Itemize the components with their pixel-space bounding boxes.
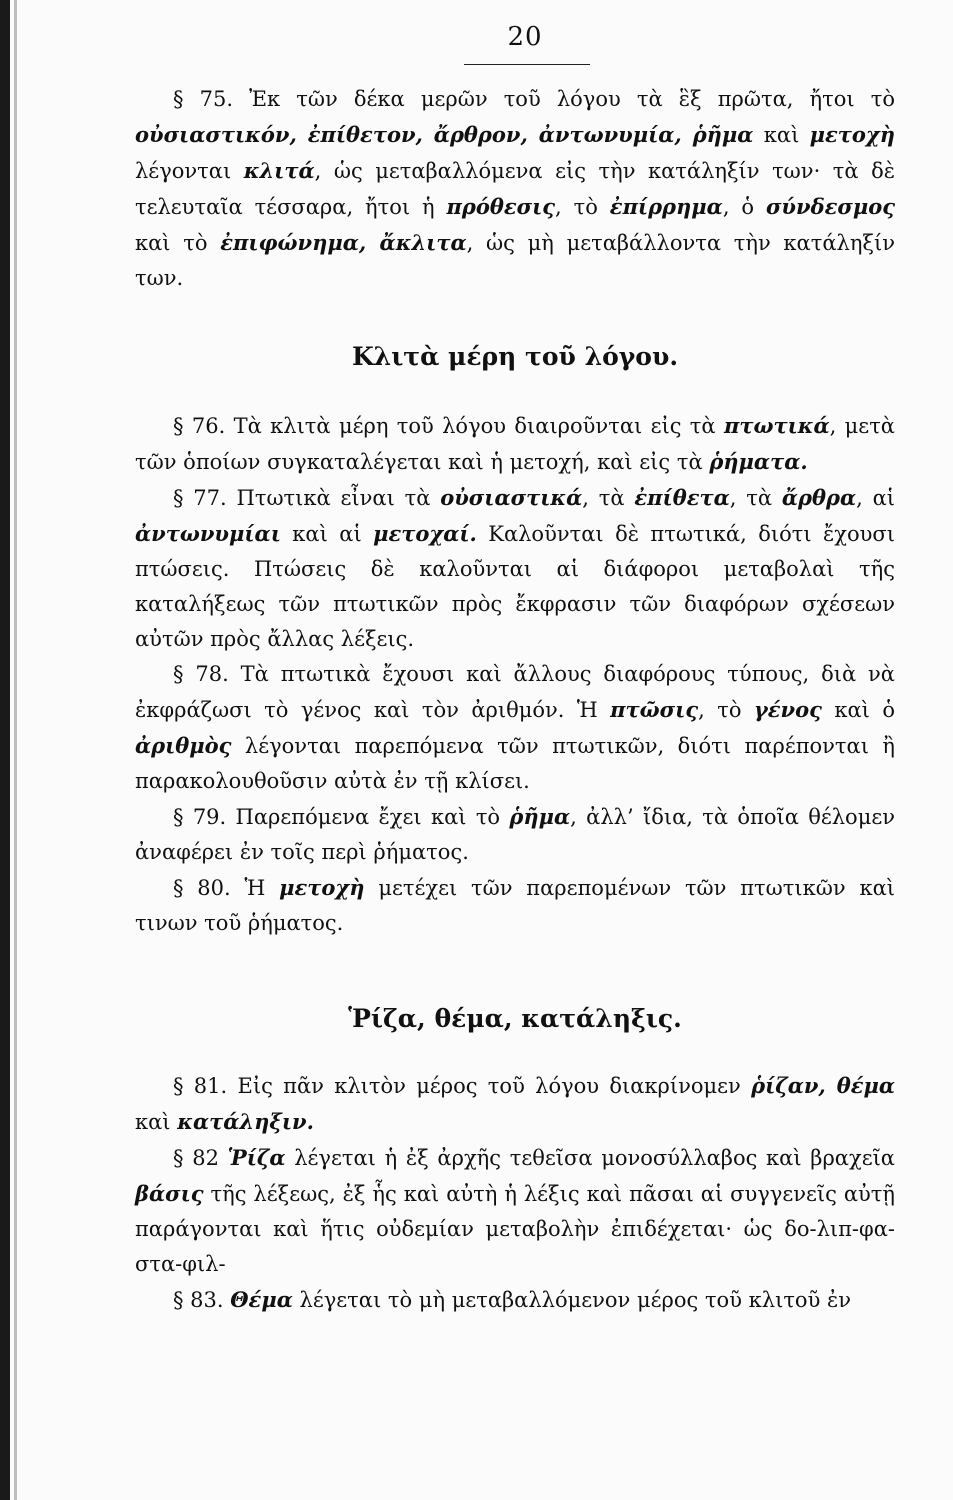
text-run: λέγεται τὸ μὴ μεταβαλλόμενον μέρος τοῦ κλιτοῦ ἐν: [292, 1288, 852, 1312]
text-run: λέγονται: [135, 159, 244, 183]
paragraph: [135, 1140, 895, 1282]
emphasized-term: ἀριθμὸς: [135, 733, 232, 758]
text-run: , τὸ: [555, 195, 610, 219]
emphasized-term: ἐπιφώνημα, ἄκλιτα: [220, 230, 467, 255]
emphasized-term: πτῶσις: [610, 697, 699, 722]
emphasized-term: μετοχαί.: [373, 521, 477, 546]
section-number: § 76.: [173, 414, 226, 438]
page-edge-shadow: [0, 0, 10, 1500]
emphasized-term: ἀντωνυμίαι: [135, 521, 281, 546]
page-edge-line: [14, 0, 17, 1500]
paragraph: [135, 408, 895, 480]
emphasized-term: οὐσιαστικά: [440, 485, 583, 510]
paragraph: [135, 1282, 895, 1318]
text-run: , αἱ: [856, 486, 896, 510]
section-number: § 78.: [173, 662, 229, 686]
text-run: [219, 1146, 228, 1170]
text-run: μετέχει τῶν παρεπομένων τῶν πτωτικῶν καὶ τινων τοῦ ῥήματος.: [135, 876, 896, 935]
text-run: τῆς λέξεως, ἐξ ἧς καὶ αὐτὴ ἡ λέξις καὶ πᾶσαι αἱ συγγενεῖς αὐτῇ παράγονται καὶ ἥτις οὐδεμίαν μεταβολὴν ἐπιδέχεται· ὡς δο-λιπ-φα-στα-φιλ-: [135, 1182, 895, 1276]
emphasized-term: ῥήματα.: [709, 449, 808, 474]
text-run: Τὰ κλιτὰ μέρη τοῦ λόγου διαιροῦνται εἰς τὰ: [225, 414, 724, 438]
text-run: , ὡς μεταβαλλόμενα εἰς τὴν κατάληξίν των· τὰ δὲ τελευταῖα τέσσαρα, ἤτοι ἡ: [135, 159, 895, 219]
emphasized-term: Θέμα: [230, 1287, 293, 1312]
paragraph: [135, 657, 895, 799]
text-run: Εἰς πᾶν κλιτὸν μέρος τοῦ λόγου διακρίνομεν: [227, 1074, 752, 1098]
section-number: § 83.: [173, 1288, 224, 1312]
section-heading-inflected-parts: Κλιτὰ μέρη τοῦ λόγου.: [351, 342, 679, 371]
emphasized-term: ῥίζαν, θέμα: [751, 1073, 895, 1098]
text-run: καὶ: [753, 123, 810, 147]
emphasized-term: ἐπίθετα: [634, 485, 730, 510]
text-run: , τὰ: [729, 486, 782, 510]
page-number: 20: [507, 22, 543, 52]
text-run: καὶ αἱ: [280, 522, 374, 546]
section-number: § 82: [173, 1146, 219, 1170]
text-run: Τὰ πτωτικὰ ἔχουσι καὶ ἄλλους διαφόρους τύπους, διὰ νὰ ἐκφράζωσι τὸ γένος καὶ τὸν ἀριθμόν. Ἡ: [135, 662, 895, 722]
text-run: λέγεται ἡ ἐξ ἀρχῆς τεθεῖσα μονοσύλλαβος καὶ βραχεῖα: [285, 1146, 895, 1170]
emphasized-term: βάσις: [135, 1181, 204, 1206]
section-number: § 77.: [173, 486, 227, 510]
emphasized-term: Ῥίζα: [227, 1145, 286, 1170]
text-run: λέγονται παρεπόμενα τῶν πτωτικῶν, διότι παρέπονται ἢ παρακολουθοῦσιν αὐτὰ ἐν τῇ κλίσει.: [135, 734, 895, 793]
text-run: καὶ ὁ: [821, 698, 895, 722]
text-run: καὶ: [135, 1110, 178, 1134]
text-block-inflected: [135, 408, 895, 941]
emphasized-term: κλιτά: [243, 158, 315, 183]
text-run: Ἐκ τῶν δέκα μερῶν τοῦ λόγου τὰ ἓξ πρῶτα, ἤτοι τὸ: [233, 87, 895, 111]
text-run: Πτωτικὰ εἶναι τὰ: [226, 486, 441, 510]
text-run: , ὡς μὴ μεταβάλλοντα τὴν κατάληξίν των.: [135, 231, 895, 290]
text-run: , μετὰ τῶν ὁποίων συγκαταλέγεται καὶ ἡ μετοχή, καὶ εἰς τὰ: [135, 414, 895, 474]
text-run: Καλοῦνται δὲ πτωτικά, διότι ἔχουσι πτώσεις. Πτώσεις δὲ καλοῦνται αἱ διάφοροι μεταβολαὶ τῆς καταλήξεως τῶν πτωτικῶν πρὸς ἔκφρασιν τῶν διαφόρων σχέσεων αὐτῶν πρὸς ἄλλας λέξεις.: [135, 522, 895, 651]
section-number: § 81.: [173, 1074, 228, 1098]
emphasized-term: πτωτικά: [723, 413, 830, 438]
emphasized-term: πρόθεσις: [446, 194, 556, 219]
text-run: Ἡ: [230, 876, 280, 900]
section-number: § 79.: [173, 805, 227, 829]
paragraph: [135, 1068, 895, 1140]
text-block-intro: [135, 82, 895, 296]
text-run: , ὁ: [722, 195, 766, 219]
text-block-root: [135, 1068, 895, 1318]
section-number: § 75.: [173, 87, 234, 111]
emphasized-term: ἐπίρρημα: [609, 194, 723, 219]
emphasized-term: κατάληξιν.: [177, 1109, 314, 1134]
paragraph: [135, 82, 895, 296]
emphasized-term: ῥῆμα: [509, 804, 571, 829]
text-run: , ἀλλ’ ἴδια, τὰ ὁποῖα θέλομεν ἀναφέρει ἐν τοῖς περὶ ῥήματος.: [135, 805, 895, 864]
text-run: καὶ τὸ: [135, 231, 221, 255]
emphasized-term: σύνδεσμος: [765, 194, 895, 219]
text-run: , τὸ: [698, 698, 754, 722]
section-heading-root-stem-ending: Ῥίζα, θέμα, κατάληξις.: [348, 1004, 682, 1033]
text-run: Παρεπόμενα ἔχει καὶ τὸ: [226, 805, 510, 829]
emphasized-term: γένος: [753, 697, 822, 722]
paragraph: [135, 799, 895, 870]
emphasized-term: μετοχὴ: [809, 122, 896, 147]
emphasized-term: οὐσιαστικόν, ἐπίθετον, ἄρθρον, ἀντωνυμία, ῥῆμα: [135, 122, 754, 147]
emphasized-term: μετοχὴ: [279, 875, 365, 900]
header-rule: [464, 64, 590, 65]
section-number: § 80.: [173, 876, 231, 900]
paragraph: [135, 870, 895, 941]
emphasized-term: ἄρθρα: [781, 485, 857, 510]
text-run: , τὰ: [582, 486, 635, 510]
paragraph: [135, 480, 895, 657]
